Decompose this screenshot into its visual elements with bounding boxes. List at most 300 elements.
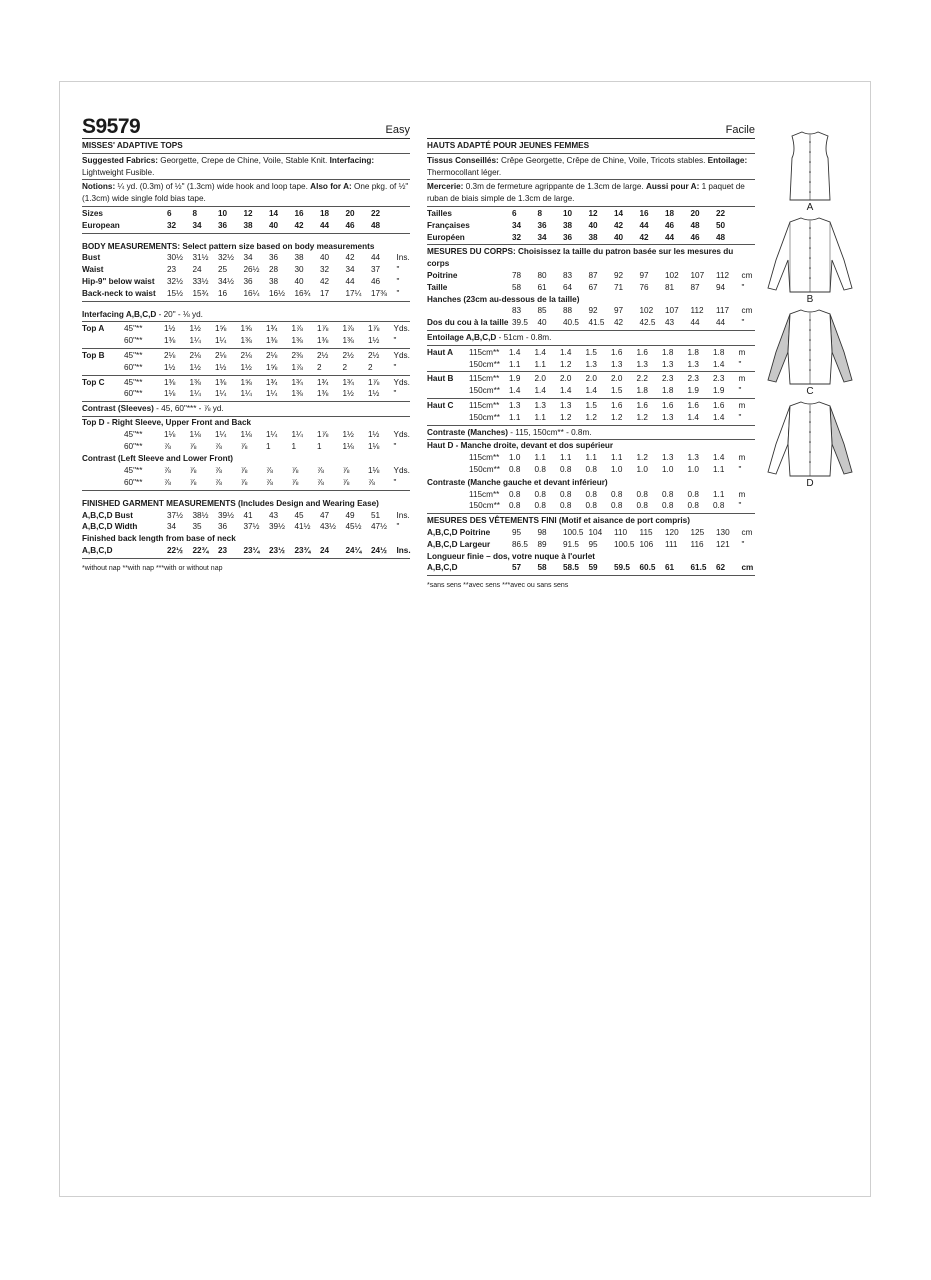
cell-value: ⅞ — [317, 477, 324, 487]
cell-value: 1.4 — [713, 359, 725, 369]
cell-value: 1½ — [240, 362, 252, 372]
cell-value: 39½ — [218, 510, 234, 520]
cell-value: 1¾ — [342, 377, 354, 387]
cell-value: m — [738, 453, 746, 463]
cell-value: m — [738, 400, 746, 410]
cell-value: 42 — [294, 220, 304, 230]
contrast-sleeves-line — [82, 402, 410, 417]
cell-value: 0.8 — [585, 489, 597, 499]
cell-value: ⅞ — [266, 477, 273, 487]
sleeveless-back-icon — [780, 128, 840, 202]
cell-value: 0.8 — [662, 489, 674, 499]
cell-value: 104 — [588, 527, 603, 537]
hips-row-fr — [427, 305, 755, 317]
cell-value: 1.8 — [636, 386, 648, 396]
pattern-title: MISSES' ADAPTIVE TOPS — [82, 141, 183, 150]
table-row — [427, 359, 755, 371]
cell-value: 1.1 — [585, 453, 597, 463]
cell-value: ⅞ — [342, 477, 350, 487]
cell-value: 120 — [665, 527, 679, 537]
notions-label-fr: Mercerie: — [427, 182, 464, 192]
row-label: A,B,C,D — [82, 545, 113, 555]
cell-value: 2.3 — [662, 374, 674, 384]
cell-value: 1.4 — [713, 412, 725, 422]
cell-value: 102 — [665, 270, 679, 280]
cell-value: 115cm** — [469, 453, 500, 463]
cell-value: 39.5 — [512, 318, 528, 328]
cell-value: 1⅜ — [291, 389, 303, 399]
figure-label: B — [806, 294, 814, 305]
cell-value: 1.3 — [662, 412, 674, 422]
table-row — [82, 252, 410, 264]
cell-value: 41.5 — [588, 318, 605, 328]
cell-value: 0.8 — [560, 489, 572, 499]
cell-value: 1.1 — [534, 359, 546, 369]
cell-value: 20 — [345, 208, 355, 218]
cell-value: 2.3 — [713, 374, 725, 384]
table-row — [82, 264, 410, 276]
cell-value: 37½ — [243, 522, 260, 532]
cell-value: 45 — [294, 510, 304, 520]
figure-label: D — [806, 478, 814, 489]
cell-value: 20 — [690, 208, 700, 218]
contrast2-rows-fr — [427, 489, 755, 513]
cell-value: 1½ — [368, 389, 380, 399]
cell-value: cm — [741, 527, 753, 537]
cell-value: 49 — [345, 510, 355, 520]
french-column — [427, 114, 755, 592]
tops-yardage-fr — [427, 346, 755, 426]
cell-value: 26½ — [243, 265, 260, 275]
cell-value: 38 — [243, 220, 253, 230]
back-length-header-fr: Longueur finie – dos, votre nuque à l'ourlet — [427, 551, 595, 561]
notions-text: ¼ yd. (0.3m) of ½" (1.3cm) wide hook and loop tape. — [115, 182, 311, 192]
cell-value: 1⅜ — [240, 336, 252, 346]
cell-value: " — [741, 318, 745, 328]
cell-value: 42 — [345, 253, 355, 263]
cell-value: 46 — [665, 220, 675, 230]
cell-value: 34 — [243, 253, 253, 263]
row-label — [427, 489, 469, 501]
cell-value: 1.2 — [636, 412, 648, 422]
cell-value: 1.1 — [509, 359, 521, 369]
cell-value: 2.0 — [560, 374, 572, 384]
size-table — [82, 207, 410, 234]
cell-value: 1⅜ — [189, 377, 201, 387]
cell-value: 40 — [320, 253, 330, 263]
cell-value: 1.0 — [662, 464, 674, 474]
cell-value: 34½ — [218, 276, 234, 286]
cell-value: 1⅜ — [291, 336, 303, 346]
back-row-fr — [427, 317, 755, 329]
cell-value: 17⅜ — [371, 288, 387, 298]
cell-value: 1⅜ — [317, 389, 329, 399]
cell-value: 1.6 — [611, 347, 623, 357]
cell-value: 107 — [665, 306, 679, 316]
cell-value: 34 — [345, 265, 355, 275]
cell-value: 83 — [563, 270, 573, 280]
cell-value: 58 — [537, 563, 547, 573]
cell-value: 1¾ — [266, 377, 278, 387]
cell-value: Ins. — [396, 510, 410, 520]
cell-value: 1½ — [215, 362, 227, 372]
cell-value: 1¼ — [291, 429, 303, 439]
top-yardage-block — [427, 399, 755, 426]
cell-value: Yds. — [393, 324, 410, 334]
cell-value: 115cm** — [469, 400, 500, 410]
cell-value: 1¼ — [215, 429, 227, 439]
cell-value: 45"** — [124, 429, 143, 439]
cell-value: 1½ — [189, 324, 201, 334]
cell-value: 86.5 — [512, 539, 528, 549]
cell-value: 121 — [716, 539, 730, 549]
cell-value: 1⅛ — [342, 441, 354, 451]
cell-value: 1.4 — [713, 453, 725, 463]
row-label: Haut A — [427, 347, 454, 357]
cell-value: 32 — [320, 265, 330, 275]
cell-value: " — [738, 386, 742, 396]
cell-value: 1⅝ — [266, 362, 278, 372]
cell-value: Yds. — [393, 466, 410, 476]
row-label — [82, 388, 124, 400]
cell-value: 1¾ — [317, 377, 329, 387]
hips-header-fr: Hanches (23cm au-dessous de la taille) — [427, 294, 580, 304]
cell-value: 1⅜ — [164, 377, 176, 387]
cell-value: 0.8 — [509, 464, 521, 474]
cell-value: 47 — [320, 510, 330, 520]
cell-value: 0.8 — [611, 501, 623, 511]
english-column — [82, 114, 410, 575]
row-label: Top C — [82, 377, 105, 387]
cell-value: 36 — [243, 276, 253, 286]
cell-value: m — [738, 374, 746, 384]
cell-value: 1¼ — [215, 389, 227, 399]
cell-value: 22 — [716, 208, 726, 218]
contrast2-header: Contrast (Left Sleeve and Lower Front) — [82, 454, 234, 464]
cell-value: 1.2 — [611, 412, 623, 422]
cell-value: 40 — [294, 276, 304, 286]
cell-value: 51 — [371, 510, 381, 520]
cell-value: 28 — [269, 265, 279, 275]
cell-value: " — [738, 464, 742, 474]
cell-value: ⅞ — [291, 466, 299, 476]
cell-value: 106 — [639, 539, 654, 549]
cell-value: 12 — [588, 208, 598, 218]
cell-value: cm — [741, 270, 753, 280]
cell-value: 43 — [665, 318, 675, 328]
row-label: A,B,C,D — [427, 563, 458, 573]
top-yardage-block — [427, 346, 755, 373]
cell-value: ⅞ — [164, 477, 171, 487]
cell-value: 1.0 — [509, 453, 521, 463]
cell-value: 1.5 — [585, 400, 597, 410]
cell-value: 1.4 — [560, 347, 572, 357]
cell-value: 36 — [563, 232, 573, 242]
cell-value: 1.4 — [687, 412, 699, 422]
cell-value: 2⅛ — [215, 350, 227, 360]
cell-value: 115 — [639, 527, 653, 537]
table-row — [427, 539, 755, 551]
cell-value: 0.8 — [534, 489, 546, 499]
cell-value: ⅞ — [240, 477, 248, 487]
cell-value: 45"** — [124, 350, 143, 360]
difficulty-level: Easy — [385, 124, 410, 136]
cell-value: 31½ — [192, 253, 209, 263]
cell-value: 23¼ — [243, 545, 260, 555]
cell-value: 1.1 — [713, 464, 725, 474]
cell-value: 1.8 — [662, 386, 674, 396]
cell-value: 2⅛ — [266, 350, 278, 360]
cell-value: 1⅞ — [291, 362, 303, 372]
row-label — [427, 412, 469, 424]
cell-value: 1 — [291, 441, 297, 451]
row-label: Européen — [427, 232, 465, 242]
cell-value: 1⅛ — [368, 466, 380, 476]
cell-value: 16½ — [269, 288, 285, 298]
back-length-header: Finished back length from base of neck — [82, 534, 236, 544]
cell-value: " — [393, 389, 397, 399]
cell-value: 115cm** — [469, 374, 500, 384]
table-row — [427, 373, 755, 385]
table-row — [427, 385, 755, 397]
cell-value: 10 — [563, 208, 573, 218]
cell-value: 1⅞ — [342, 324, 354, 334]
cell-value: 0.8 — [636, 489, 648, 499]
cell-value: 40.5 — [563, 318, 579, 328]
cell-value: 50 — [716, 220, 726, 230]
cell-value: 44 — [639, 220, 649, 230]
cell-value: 1½ — [368, 336, 380, 346]
cell-value: 83 — [512, 306, 522, 316]
row-label: Waist — [82, 265, 104, 275]
cell-value: ⅞ — [215, 477, 222, 487]
cell-value: 2⅛ — [240, 350, 252, 360]
cell-value: 23¾ — [294, 545, 311, 555]
cell-value: Yds. — [393, 350, 410, 360]
cell-value: 112 — [716, 270, 730, 280]
cell-value: 1½ — [164, 362, 176, 372]
table-row — [82, 521, 410, 533]
cell-value: ⅞ — [215, 441, 222, 451]
cell-value: 2.0 — [611, 374, 623, 384]
cell-value: " — [393, 441, 397, 451]
contrast2-block-fr — [427, 476, 755, 514]
row-label: Tailles — [427, 208, 452, 218]
cell-value: 1.3 — [662, 453, 674, 463]
topd-block-fr — [427, 440, 755, 475]
cell-value: 1.6 — [662, 400, 674, 410]
topd-header: Top D - Right Sleeve, Upper Front and Back — [82, 417, 252, 427]
cell-value: m — [738, 489, 746, 499]
finished-measurements — [82, 497, 410, 559]
cell-value: 0.8 — [585, 464, 597, 474]
cell-value: 1.3 — [534, 400, 546, 410]
cell-value: 2.3 — [687, 374, 699, 384]
row-label — [427, 385, 469, 397]
table-row — [82, 362, 410, 374]
cell-value: 1.1 — [534, 453, 546, 463]
cell-value: 0.8 — [662, 501, 674, 511]
cell-value: 1.4 — [534, 386, 546, 396]
cell-value: 1¼ — [240, 389, 252, 399]
cell-value: 60.5 — [639, 563, 656, 573]
cell-value: 60"** — [124, 336, 143, 346]
cell-value: 1.8 — [662, 347, 674, 357]
finished-header: FINISHED GARMENT MEASUREMENTS (Includes Design and Wearing Ease) — [82, 498, 379, 508]
figure-c — [762, 306, 858, 398]
cell-value: " — [393, 336, 397, 346]
fabrics-label: Suggested Fabrics: — [82, 155, 158, 165]
cell-value: 1.1 — [560, 453, 572, 463]
cell-value: 1½ — [189, 362, 201, 372]
cell-value: 60"** — [124, 389, 143, 399]
body-header: BODY MEASUREMENTS: Select pattern size based on body measurements — [82, 241, 375, 251]
cell-value: 16¼ — [243, 288, 260, 298]
cell-value: 1.8 — [713, 347, 725, 357]
cell-value: 117 — [716, 306, 730, 316]
cell-value: 14 — [614, 208, 624, 218]
cell-value: cm — [741, 306, 753, 316]
cell-value: 150cm** — [469, 501, 500, 511]
cell-value: 2⅜ — [291, 350, 303, 360]
interfacing-yardage — [82, 308, 410, 323]
contrast-sleeves-back-icon — [764, 306, 856, 386]
cell-value: 1.4 — [509, 347, 521, 357]
interfacing-text-fr: Thermocollant léger. — [427, 167, 502, 177]
cell-value: 1½ — [342, 429, 354, 439]
cell-value: 16 — [218, 288, 228, 298]
body-header-fr: MESURES DU CORPS: Choisissez la taille du patron basée sur les mesures du corps — [427, 247, 734, 269]
cell-value: 0.8 — [585, 501, 597, 511]
table-row — [427, 270, 755, 282]
cell-value: 1⅜ — [215, 377, 227, 387]
row-label — [427, 500, 469, 512]
cell-value: 1⅜ — [342, 336, 354, 346]
cell-value: 1.6 — [713, 400, 725, 410]
cell-value: 38 — [294, 253, 304, 263]
cell-value: 59 — [588, 563, 598, 573]
interfacing-text: Lightweight Fusible. — [82, 167, 155, 177]
top-yardage-block — [82, 349, 410, 376]
cell-value: 23½ — [269, 545, 285, 555]
cell-value: 60"** — [124, 477, 143, 487]
cell-value: ⅞ — [317, 466, 324, 476]
cell-value: 42 — [614, 318, 624, 328]
cell-value: 0.8 — [713, 501, 725, 511]
cell-value: 61 — [537, 282, 547, 292]
cell-value: " — [396, 276, 400, 286]
cell-value: 38 — [588, 232, 598, 242]
cell-value: 44 — [345, 276, 355, 286]
row-label: A,B,C,D Poitrine — [427, 527, 491, 537]
cell-value: 45"** — [124, 377, 143, 387]
cell-value: 45½ — [345, 522, 362, 532]
cell-value: 32½ — [218, 253, 234, 263]
cell-value: 1⅜ — [266, 336, 278, 346]
cell-value: 2.0 — [585, 374, 597, 384]
cell-value: 41½ — [294, 522, 311, 532]
row-label — [82, 362, 124, 374]
cell-value: 1.3 — [662, 359, 674, 369]
cell-value: 39½ — [269, 522, 285, 532]
cell-value: 150cm** — [469, 359, 500, 369]
top-yardage-block — [82, 322, 410, 349]
cell-value: 37½ — [167, 510, 183, 520]
also-label: Also for A: — [310, 182, 352, 192]
cell-value: 2 — [317, 362, 322, 372]
cell-value: 36 — [218, 522, 228, 532]
cell-value: 40 — [269, 220, 279, 230]
row-label — [82, 441, 124, 453]
table-row — [82, 441, 410, 453]
cell-value: 58 — [512, 282, 522, 292]
body-rows — [82, 252, 410, 299]
cell-value: 92 — [588, 306, 598, 316]
cell-value: cm — [741, 563, 754, 573]
contrast-sleeves-label: Contrast (Sleeves) — [82, 404, 154, 414]
cell-value: 76 — [639, 282, 649, 292]
cell-value: " — [393, 477, 397, 487]
cell-value: 2⅛ — [164, 350, 176, 360]
cell-value: 24½ — [371, 545, 387, 555]
cell-value: 102 — [639, 306, 654, 316]
cell-value: 1.6 — [636, 400, 648, 410]
contrast-sleeves-label-fr: Contraste (Manches) — [427, 427, 508, 437]
cell-value: 1⅞ — [368, 324, 380, 334]
long-sleeve-back-icon — [764, 214, 856, 294]
cell-value: 1⅛ — [164, 429, 176, 439]
cell-value: 80 — [537, 270, 547, 280]
row-label: Dos du cou à la taille — [427, 318, 509, 328]
cell-value: 112 — [690, 306, 704, 316]
row-label: Haut C — [427, 400, 454, 410]
cell-value: 61.5 — [690, 563, 707, 573]
european-row-fr — [427, 232, 755, 244]
row-label: A,B,C,D Largeur — [427, 539, 491, 549]
cell-value: 130 — [716, 527, 730, 537]
back-length-row — [82, 545, 410, 557]
cell-value: 15¾ — [192, 288, 209, 298]
cell-value: 18 — [320, 208, 330, 218]
cell-value: 48 — [716, 232, 726, 242]
contrast-left-sleeve-back-icon — [764, 398, 856, 478]
cell-value: 1½ — [342, 389, 354, 399]
cell-value: 43 — [269, 510, 279, 520]
row-label — [82, 465, 124, 477]
cell-value: 1.1 — [611, 453, 623, 463]
cell-value: 32 — [167, 220, 177, 230]
table-row — [82, 377, 410, 389]
cell-value: 1⅝ — [240, 377, 252, 387]
cell-value: 46 — [690, 232, 700, 242]
cell-value: 1.4 — [534, 347, 546, 357]
interfacing-line-label-fr: Entoilage A,B,C,D — [427, 332, 497, 342]
cell-value: ⅞ — [342, 466, 350, 476]
table-row — [82, 288, 410, 300]
cell-value: 150cm** — [469, 412, 500, 422]
cell-value: 24¼ — [345, 545, 362, 555]
row-label: Hip-9" below waist — [82, 276, 155, 286]
cell-value: 37 — [371, 265, 381, 275]
cell-value: 2 — [342, 362, 348, 372]
cell-value: 10 — [218, 208, 228, 218]
cell-value: 0.8 — [687, 489, 699, 499]
cell-value: 15½ — [167, 288, 183, 298]
cell-value: 22½ — [167, 545, 183, 555]
cell-value: 67 — [588, 282, 598, 292]
row-label — [427, 359, 469, 371]
cell-value: 45"** — [124, 466, 143, 476]
